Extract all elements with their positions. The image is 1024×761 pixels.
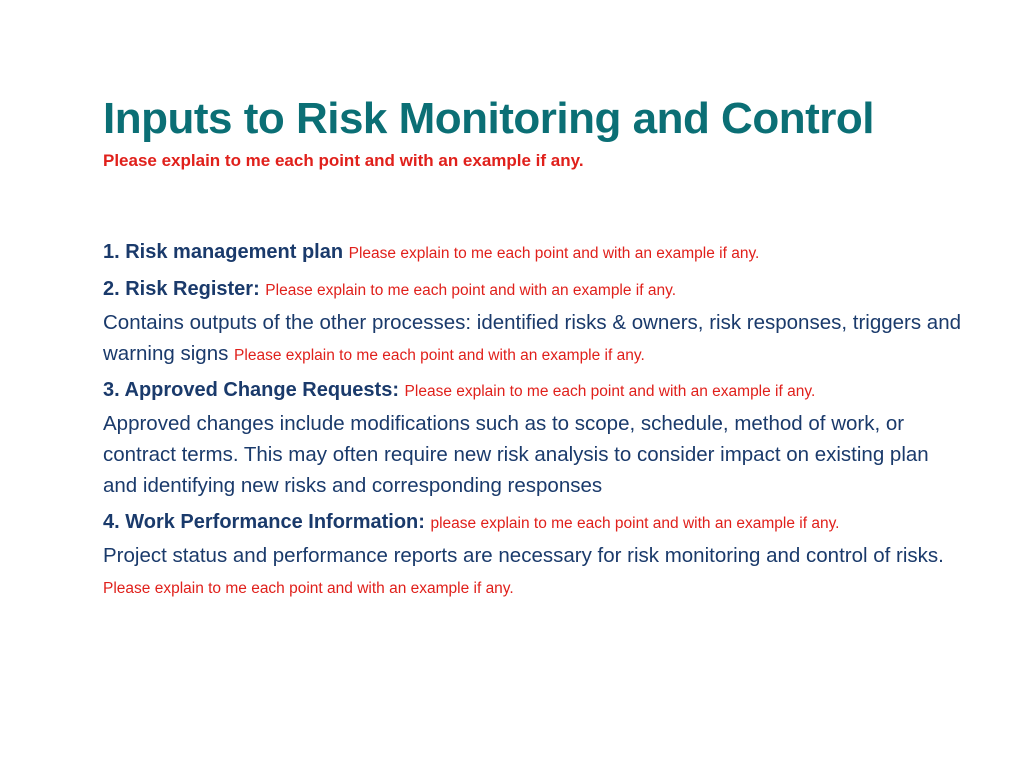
slide-subtitle-note: Please explain to me each point and with an example if any. [103, 151, 584, 170]
content-body [103, 237, 963, 604]
item-body: Contains outputs of the other processes: identified risks & owners, risk responses, triggers and warning signs [103, 311, 962, 365]
item-note: please explain to me each point and with an example if any. [430, 515, 840, 532]
item-note: Please explain to me each point and with an example if any. [265, 282, 677, 299]
item-risk-management-plan [103, 237, 963, 267]
item-heading: 3. Approved Change Requests: [103, 379, 399, 401]
item-body: Approved changes include modifications such as to scope, schedule, method of work, or contract terms. This may often require new risk analysis to consider impact on existing plan and identifying new risks and corresponding responses [103, 412, 929, 497]
item-body-note: Please explain to me each point and with an example if any. [103, 580, 514, 597]
item-work-performance-information [103, 507, 963, 602]
item-body-note: Please explain to me each point and with an example if any. [234, 347, 645, 364]
item-heading: 2. Risk Register: [103, 278, 260, 300]
item-heading: 1. Risk management plan [103, 241, 344, 263]
item-heading: 4. Work Performance Information: [103, 511, 425, 533]
item-note: Please explain to me each point and with an example if any. [404, 383, 816, 400]
slide-title: Inputs to Risk Monitoring and Control [103, 94, 874, 143]
item-note: Please explain to me each point and with an example if any. [348, 245, 760, 262]
item-approved-change-requests [103, 375, 963, 501]
item-body: Project status and performance reports are necessary for risk monitoring and control of risks. [103, 544, 944, 567]
item-risk-register [103, 274, 963, 369]
